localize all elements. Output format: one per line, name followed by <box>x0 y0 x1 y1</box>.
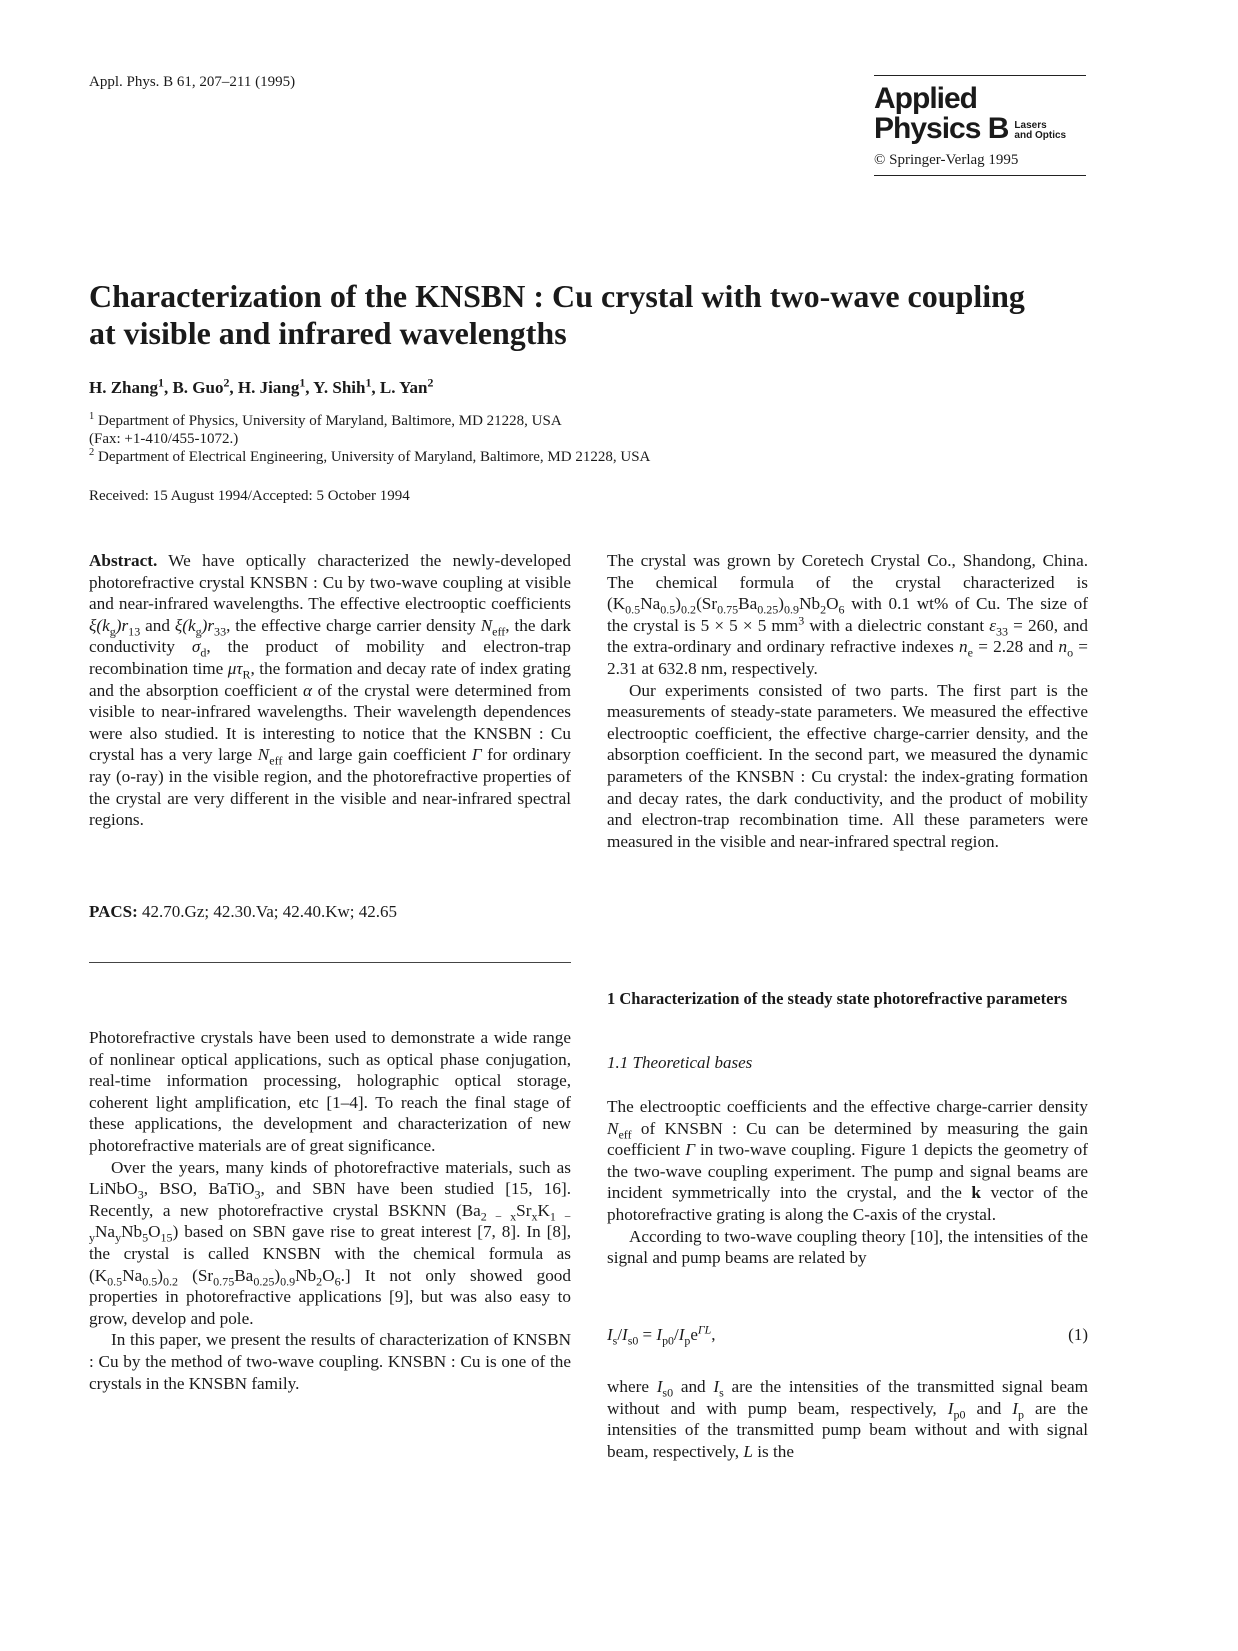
math: p <box>1018 1407 1025 1422</box>
math: R <box>242 667 251 682</box>
abstract-text: for ordinary ray (o-ray) in the visible region, and the photorefractive properties of the crystal are very different in the visible and near-infrared spectral regions. <box>89 745 571 830</box>
math: o <box>1067 645 1074 660</box>
divider <box>89 962 571 963</box>
journal-logo <box>874 75 1086 176</box>
math: ε <box>989 615 997 635</box>
math: 33 <box>214 624 227 639</box>
math: N <box>257 745 270 765</box>
text: The crystal was grown by Coretech Crystal Co., Shandong, China. The chemical formula of the crystal characterized is (K <box>607 551 1088 614</box>
author: H. Zhang <box>89 378 158 397</box>
text: with 0.1 wt% of Cu. The size of the crystal is 5 × 5 × 5 mm <box>607 594 1088 635</box>
author: L. Yan <box>379 378 428 397</box>
paper-title <box>89 278 1089 352</box>
text: in two-wave coupling. Figure 1 depicts the geometry of the two-wave coupling experiment. The pump and signal beams are incident symmetrically into the crystal, and the <box>607 1140 1088 1203</box>
text: ) <box>778 594 785 614</box>
text: = 2.28 and <box>972 637 1059 657</box>
math: I <box>1012 1398 1019 1418</box>
math: e <box>967 645 973 660</box>
math: 15 <box>160 1230 173 1245</box>
math: / <box>673 1325 679 1344</box>
text: Nb <box>295 1265 317 1285</box>
text: The electrooptic coefficients and the effective charge-carrier density <box>607 1097 1088 1116</box>
math: g <box>195 624 202 639</box>
math: s0 <box>662 1385 674 1400</box>
text: Nb <box>121 1222 143 1242</box>
math: y <box>115 1230 122 1245</box>
copyright: © Springer-Verlag 1995 <box>874 152 1019 168</box>
text: Na <box>122 1265 143 1285</box>
received-dates: Received: 15 August 1994/Accepted: 5 October 1994 <box>89 488 410 504</box>
math: 33 <box>996 624 1009 639</box>
text: and <box>673 1377 714 1396</box>
text: Ba <box>234 1265 254 1285</box>
math: α <box>303 680 313 700</box>
math: (k <box>182 615 196 635</box>
math: 0.5 <box>625 602 641 617</box>
math: s <box>719 1385 724 1400</box>
subsection-heading: 1.1 Theoretical bases <box>607 1053 753 1072</box>
text: O <box>148 1222 161 1242</box>
math: μτ <box>227 658 243 678</box>
affil-mark: 1 <box>299 375 306 390</box>
math: I <box>713 1377 720 1396</box>
math: )r <box>201 615 215 635</box>
text: and <box>965 1398 1013 1418</box>
text: is the <box>752 1441 794 1461</box>
text: K <box>537 1200 550 1220</box>
math: s0 <box>627 1333 639 1348</box>
text: Na <box>95 1222 116 1242</box>
paragraph: According to two-wave coupling theory [10], the intensities of the signal and pump beams are related by <box>607 1226 1088 1268</box>
math: )r <box>115 615 129 635</box>
affil-mark: 1 <box>365 375 372 390</box>
paragraph <box>607 1096 1088 1226</box>
math: s <box>612 1333 618 1348</box>
pacs-values: 42.70.Gz; 42.30.Va; 42.40.Kw; 42.65 <box>137 902 398 921</box>
text: Ba <box>738 594 758 614</box>
math: I <box>678 1325 685 1344</box>
equation-1 <box>607 1322 1088 1348</box>
math: I <box>656 1325 663 1344</box>
math: Γ <box>685 1140 695 1160</box>
math: 0.25 <box>757 602 779 617</box>
math: 3 <box>798 613 805 628</box>
abstract-text: We have optically characterized the newly-developed photorefractive crystal KNSBN : Cu by two-wave coupling at visible and near-infrared wavelengths. The effective electrooptic coefficients <box>89 551 571 614</box>
affil-mark: 1 <box>157 375 164 390</box>
math: I <box>622 1325 628 1344</box>
abstract-text: , the dark conductivity <box>89 615 571 657</box>
abstract-text: , the effective charge carrier density <box>226 615 481 635</box>
math: / <box>617 1325 623 1344</box>
text: (Sr <box>696 594 718 614</box>
text: vector of the photorefractive grating is along the C-axis of the crystal. <box>607 1183 1088 1224</box>
text: ) based on SBN gave rise to great interest [7, 8]. In [8], the crystal is called KNSBN with the chemical formula as (K <box>89 1222 571 1285</box>
equation-number: (1) <box>1068 1325 1088 1344</box>
math: ΓL <box>697 1322 712 1337</box>
math: , <box>711 1325 716 1344</box>
text: .] It not only showed good properties in photorefractive applications [9], but was also easy to grow, develop and pole. <box>89 1265 571 1328</box>
abstract-text: and <box>140 615 175 635</box>
math: p <box>684 1333 691 1348</box>
pacs-label: PACS: <box>89 902 138 921</box>
text: Sr <box>516 1200 532 1220</box>
journal-citation: Appl. Phys. B 61, 207–211 (1995) <box>89 74 296 90</box>
math: x <box>531 1209 538 1224</box>
text: are the intensities of the transmitted pump beam without and with signal beam, respectively, <box>607 1398 1088 1461</box>
text: O <box>826 594 839 614</box>
math: d <box>200 645 207 660</box>
abstract-text: of the crystal were determined from visible to near-infrared wavelengths. Their wavelength dependences were also studied. It is interesting to notice that the KNSBN : Cu crystal has a very large <box>89 680 571 765</box>
math: 0.75 <box>717 602 739 617</box>
math: 0.75 <box>213 1273 235 1288</box>
math: I <box>656 1377 663 1396</box>
logo-subtitle-optics: and Optics <box>1014 130 1067 141</box>
paragraph: Photorefractive crystals have been used to demonstrate a wide range of nonlinear optical applications, such as optical phase conjugation, real-time information processing, holographic optical storage, coherent light amplification, etc [1–4]. To reach the final stage of these applications, the development and characterization of new photorefractive materials are of great significance. <box>89 1028 571 1155</box>
theory-text <box>607 1096 1088 1269</box>
text: with a dielectric constant <box>804 615 990 635</box>
text: are the intensities of the transmitted signal beam without and with pump beam, respectively, <box>607 1377 1088 1418</box>
author: H. Jiang <box>237 378 300 397</box>
paragraph: In this paper, we present the results of characterization of KNSBN : Cu by the method of two-wave coupling. KNSBN : Cu is one of the crystals in the KNSBN family. <box>89 1330 571 1393</box>
math: 0.25 <box>253 1273 275 1288</box>
fax: (Fax: +1-410/455-1072.) <box>89 431 239 447</box>
math: 1 − y <box>89 1209 571 1245</box>
logo-subtitle-lasers: Lasers <box>1014 120 1047 131</box>
math: n <box>959 637 968 657</box>
crystal-description <box>607 550 1088 852</box>
affil-mark: 2 <box>427 375 434 390</box>
paragraph: Our experiments consisted of two parts. The first part is the measurements of steady-state parameters. We measured the effective electrooptic coefficient, the effective charge-carrier density, and the absorption coefficient. In the second part, we measured the dynamic parameters of the KNSBN : Cu crystal: the index-grating formation and decay rates, the dark conductivity, and the product of mobility and electron-trap recombination time. All these parameters were measured in the visible and near-infrared spectral region. <box>607 680 1088 851</box>
math: 2 <box>820 602 827 617</box>
paragraph <box>607 1376 1088 1462</box>
affiliations <box>89 412 989 466</box>
logo-subtitle <box>1014 121 1066 141</box>
author: Y. Shih <box>313 378 366 397</box>
author-list: H. Zhang$^1$, B. Guo$^2$, H. Jiang$^1$, Y. Shih$^1$, L. Yan$^2$ <box>89 375 434 397</box>
math: σ <box>191 637 201 657</box>
text: , and SBN have been studied [15, 16]. Recently, a new photorefractive crystal BSKNN (Ba <box>89 1179 571 1220</box>
math: 6 <box>334 1273 341 1288</box>
pacs-codes <box>89 902 397 922</box>
math: e <box>690 1325 698 1344</box>
math: (k <box>96 615 110 635</box>
text: Nb <box>799 594 821 614</box>
math: N <box>607 1118 619 1138</box>
abstract <box>89 550 571 831</box>
affil-number: 1 <box>89 411 95 422</box>
text: = 2.31 at 632.8 nm, respectively. <box>607 637 1088 678</box>
text: Over the years, many kinds of photorefractive materials, such as LiNbO <box>89 1157 571 1199</box>
equation-explanation <box>607 1376 1088 1462</box>
abstract-text: , the formation and decay rate of index grating and the absorption coefficient <box>89 658 571 700</box>
math: n <box>1058 637 1068 657</box>
math: eff <box>618 1127 632 1142</box>
affiliation-1: Department of Physics, University of Maryland, Baltimore, MD 21228, USA <box>94 413 562 429</box>
text: = 260, and the extra-ordinary and ordinary refractive indexes <box>607 615 1089 657</box>
text: Na <box>640 594 661 614</box>
text: where <box>607 1377 657 1396</box>
math: 2 <box>316 1273 323 1288</box>
text: ) <box>157 1265 164 1285</box>
math: g <box>109 624 116 639</box>
math: 0.9 <box>280 1273 296 1288</box>
math: I <box>947 1398 954 1418</box>
introduction <box>89 1027 571 1394</box>
title-line-2: at visible and infrared wavelengths <box>89 315 567 351</box>
math: 2 − x <box>480 1209 517 1224</box>
math: N <box>480 615 493 635</box>
author: B. Guo <box>172 378 224 397</box>
math: 5 <box>142 1230 149 1245</box>
logo-physics-b: Physics B <box>874 112 1009 145</box>
affil-mark: 2 <box>223 375 230 390</box>
paragraph <box>89 1157 571 1330</box>
logo-line-applied: Applied <box>874 82 977 115</box>
abstract-text: , the product of mobility and electron-trap recombination time <box>89 637 572 678</box>
math: ξ <box>89 615 97 635</box>
math: 0.2 <box>163 1273 179 1288</box>
math: 0.9 <box>784 602 800 617</box>
logo-line-physics <box>874 114 1086 144</box>
math: 13 <box>128 624 141 639</box>
math: Γ <box>471 745 482 765</box>
text: ) <box>274 1265 281 1285</box>
math: 0.5 <box>142 1273 158 1288</box>
math: eff <box>269 753 283 768</box>
paragraph <box>607 550 1088 680</box>
math: I <box>607 1325 613 1344</box>
math: 6 <box>838 602 845 617</box>
math: 0.2 <box>681 602 697 617</box>
math: ξ <box>174 615 183 635</box>
section-heading: 1 Characterization of the steady state photorefractive parameters <box>607 989 1068 1008</box>
text: (Sr <box>178 1265 214 1285</box>
text: , BSO, BaTiO <box>143 1179 255 1199</box>
math: 0.5 <box>660 602 676 617</box>
math: 0.5 <box>107 1273 123 1288</box>
math: p0 <box>953 1407 966 1422</box>
math: eff <box>492 624 506 639</box>
text: ) <box>675 594 682 614</box>
math: 3 <box>137 1187 144 1202</box>
math: 3 <box>254 1187 261 1202</box>
abstract-label: Abstract. <box>89 551 158 570</box>
title-line-1: Characterization of the KNSBN : Cu crystal with two-wave coupling <box>89 278 1025 314</box>
math: p0 <box>662 1333 674 1348</box>
math: L <box>743 1441 753 1461</box>
math-bold: k <box>971 1183 981 1203</box>
text: O <box>322 1265 335 1285</box>
text: of KNSBN : Cu can be determined by measuring the gain coefficient <box>607 1118 1088 1160</box>
abstract-text: and large gain coefficient <box>282 745 472 765</box>
math: = <box>638 1325 657 1344</box>
affiliation-2: Department of Electrical Engineering, University of Maryland, Baltimore, MD 21228, USA <box>94 449 651 465</box>
affil-number: 2 <box>89 447 95 458</box>
